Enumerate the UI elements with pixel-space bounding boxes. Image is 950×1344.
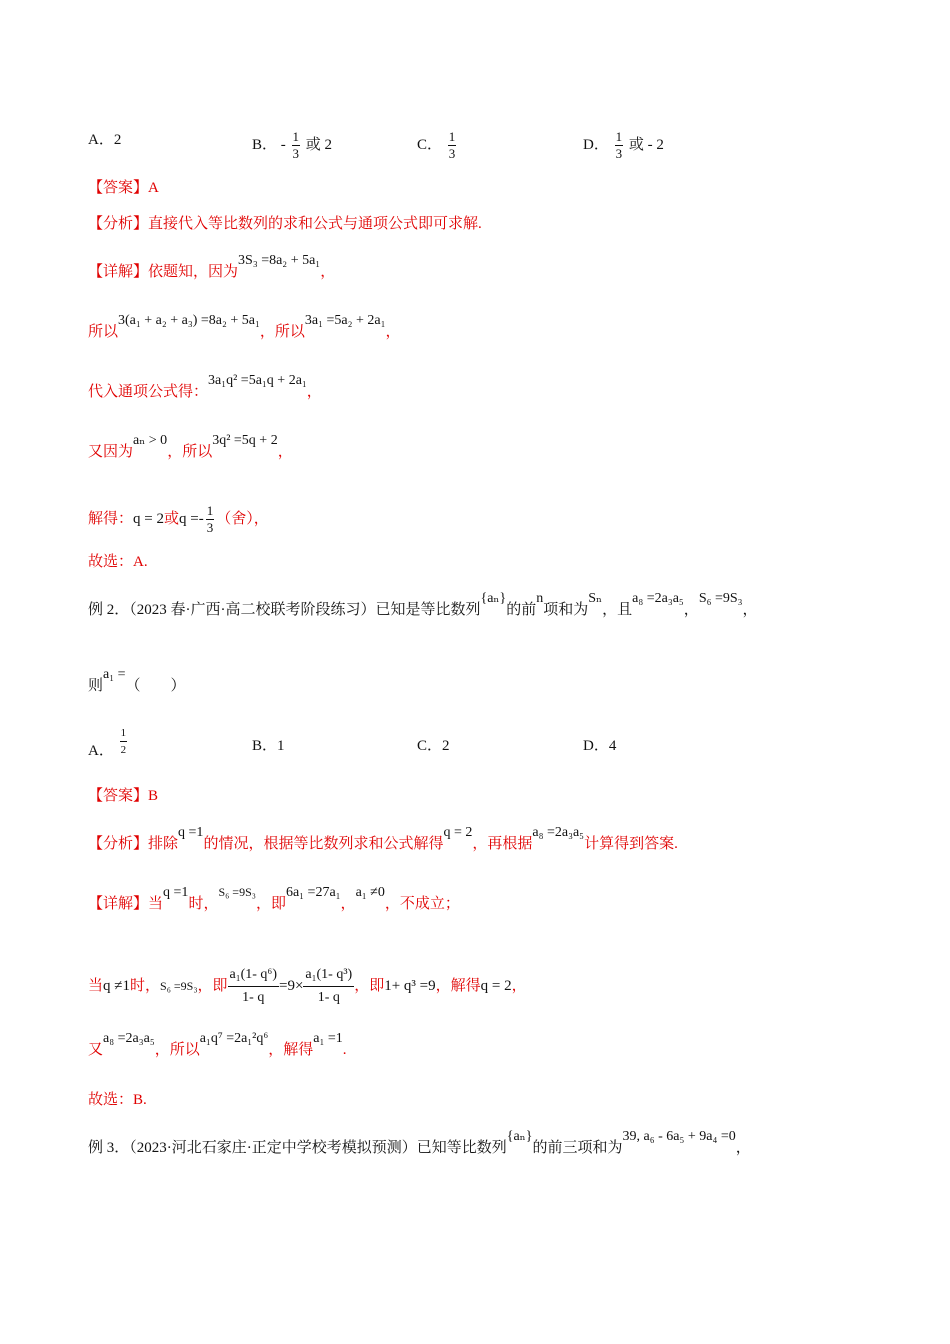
- text: ，所以: [259, 324, 305, 340]
- equation: =9×: [278, 977, 304, 994]
- fraction-denominator: 1- q: [242, 990, 265, 1005]
- fraction-numerator: a₁(1- q⁶): [228, 966, 279, 987]
- equation: q = 2: [133, 510, 164, 527]
- punct: ，: [385, 324, 401, 340]
- q2-choose: 故选：B.: [88, 1092, 147, 1108]
- text: ，所以: [167, 444, 213, 460]
- sequence: {aₙ}: [506, 1129, 533, 1144]
- option-b-sign: -: [280, 136, 286, 153]
- fraction-numerator: 1: [448, 129, 456, 144]
- q2-detail-line3: [88, 1031, 347, 1061]
- q2-option-c: C．2: [417, 738, 450, 754]
- text: 例 3．（2023·河北石家庄·正定中学校考模拟预测）已知等比数列: [88, 1140, 507, 1156]
- equation: q = 2: [443, 825, 473, 840]
- fraction-numerator: 1: [292, 129, 300, 144]
- q1-detail-line1: [88, 253, 336, 283]
- text: ，即: [354, 977, 385, 994]
- condition: 39, a₆ - 6a₅ + 9a₄ =0: [622, 1129, 736, 1144]
- q2-detail-line2: [88, 966, 527, 1007]
- text: ，: [340, 896, 356, 912]
- text: ，: [735, 1140, 751, 1156]
- q2-stem-line2: [88, 667, 186, 697]
- sequence: {aₙ}: [480, 591, 507, 606]
- text: 的前三项和为: [532, 1140, 623, 1156]
- q2-option-d: D．4: [583, 738, 617, 754]
- text: 时，: [130, 977, 161, 994]
- answer-blank: （ ）: [125, 678, 186, 694]
- equation: 3a₁q² =5a₁q + 2a₁: [208, 373, 307, 388]
- text: 又因为: [88, 444, 134, 460]
- equation: S₆ =9S₃: [160, 978, 198, 993]
- q2-stem: [88, 591, 758, 621]
- option-a: A．2: [88, 132, 122, 148]
- equation: q =1: [163, 885, 189, 900]
- option-d: [583, 130, 664, 161]
- option-d-tail: 或 - 2: [628, 136, 664, 153]
- fraction: [206, 504, 215, 535]
- equation: a₁q⁷ =2a₁²q⁶: [199, 1031, 269, 1046]
- q2-answer: 【答案】B: [88, 788, 159, 804]
- detail-tag: 【详解】: [88, 264, 149, 280]
- q2-option-b: B．1: [252, 738, 285, 754]
- fraction-denominator: 3: [292, 146, 300, 161]
- text: 当: [88, 977, 104, 994]
- equation: 6a₁ =27a₁: [285, 885, 341, 900]
- q1-detail-line5: [88, 504, 269, 535]
- n-var: n: [536, 591, 544, 606]
- equation: a₈ =2a₃a₅: [103, 1031, 155, 1046]
- equation: aₙ > 0: [133, 433, 168, 448]
- q1-analysis: [88, 214, 482, 234]
- text: 当: [148, 896, 164, 912]
- condition: S₆ =9S₃: [698, 591, 743, 606]
- option-d-fraction: [615, 130, 624, 161]
- text: ，解得: [268, 1042, 314, 1058]
- text: ，且: [602, 602, 633, 618]
- equation: a₁ =: [103, 667, 126, 682]
- equation: S₆ =9S₃: [218, 885, 256, 899]
- q1-choose: 故选：A.: [88, 554, 148, 570]
- option-c-fraction: [448, 130, 457, 161]
- text: 计算得到答案.: [584, 836, 678, 852]
- equation: 3S₃ =8a₂ + 5a₁: [238, 253, 321, 268]
- equation: q ≠1: [103, 977, 130, 994]
- q2-option-a: [88, 727, 129, 767]
- option-b-tail: 或 2: [305, 136, 333, 153]
- equation: a₁ ≠0: [355, 885, 385, 900]
- text: 的前: [506, 602, 537, 618]
- fraction-denominator: 1- q: [317, 990, 340, 1005]
- text: 解得：: [88, 510, 134, 527]
- text: .: [342, 1042, 347, 1058]
- fraction-denominator: 3: [206, 520, 214, 535]
- fraction-denominator: 2: [120, 744, 127, 756]
- q2-detail-line1: [88, 885, 460, 915]
- punct: ，: [277, 444, 293, 460]
- detail-intro: 依题知，因为: [148, 264, 239, 280]
- analysis-tag: 【分析】: [88, 836, 149, 852]
- fraction: [228, 966, 279, 1007]
- equation: 3a₁ =5a₂ + 2a₁: [304, 313, 386, 328]
- text: ，解得: [435, 977, 481, 994]
- option-fraction: [120, 726, 128, 757]
- analysis-text: 直接代入等比数列的求和公式与通项公式即可求解.: [148, 216, 482, 232]
- text: ，即: [255, 896, 286, 912]
- text: 则: [88, 678, 104, 694]
- text: ，即: [197, 977, 228, 994]
- text: ，: [683, 602, 699, 618]
- equation: q =1: [178, 825, 204, 840]
- option-b-label: B．: [252, 136, 278, 153]
- fraction-denominator: 3: [615, 146, 623, 161]
- punct: ，: [320, 264, 336, 280]
- sn-var: Sₙ: [588, 591, 603, 606]
- analysis-tag: 【分析】: [88, 216, 149, 232]
- equation: 3q² =5q + 2: [212, 433, 278, 448]
- text: 所以: [88, 324, 119, 340]
- q1-detail-line4: [88, 433, 293, 463]
- text: 的情况，根据等比数列求和公式解得: [203, 836, 444, 852]
- detail-tag: 【详解】: [88, 896, 149, 912]
- text: 排除: [148, 836, 179, 852]
- text: 又: [88, 1042, 104, 1058]
- fraction-numerator: 1: [206, 503, 214, 518]
- text: ，不成立；: [384, 896, 460, 912]
- equation: 3(a₁ + a₂ + a₃) =8a₂ + 5a₁: [118, 313, 260, 328]
- punct: ，: [306, 384, 322, 400]
- text: ，: [742, 602, 758, 618]
- q1-answer: 【答案】A: [88, 180, 159, 196]
- fraction-denominator: 3: [448, 146, 456, 161]
- text: ，: [511, 977, 527, 994]
- fraction-numerator: 1: [615, 129, 623, 144]
- condition: a₈ =2a₃a₅: [632, 591, 684, 606]
- equation: a₈ =2a₃a₅: [532, 825, 585, 840]
- q1-detail-line3: [88, 373, 322, 403]
- text: 或: [163, 510, 179, 527]
- text: （舍），: [216, 510, 269, 527]
- equation: q = 2: [480, 977, 512, 994]
- option-c: [417, 130, 458, 161]
- equation: q =-: [179, 510, 204, 527]
- option-label: A．: [88, 742, 114, 759]
- text: ，再根据: [472, 836, 533, 852]
- option-b: [252, 130, 332, 161]
- fraction-numerator: a₁(1- q³): [303, 966, 354, 987]
- text: 时，: [188, 896, 219, 912]
- q1-detail-line2: [88, 313, 401, 343]
- text: 项和为: [543, 602, 589, 618]
- fraction: [303, 966, 354, 1007]
- text: ，所以: [154, 1042, 200, 1058]
- text: 代入通项公式得：: [88, 384, 209, 400]
- option-d-label: D．: [583, 136, 609, 153]
- q3-stem: [88, 1129, 751, 1159]
- q2-analysis: [88, 825, 678, 855]
- fraction-numerator: 1: [120, 726, 128, 742]
- equation: a₁ =1: [313, 1031, 343, 1046]
- option-b-fraction: [292, 130, 301, 161]
- equation: 1+ q³ =9: [384, 977, 436, 994]
- option-c-label: C．: [417, 136, 443, 153]
- text: 例 2．（2023 春·广西·高二校联考阶段练习）已知是等比数列: [88, 602, 481, 618]
